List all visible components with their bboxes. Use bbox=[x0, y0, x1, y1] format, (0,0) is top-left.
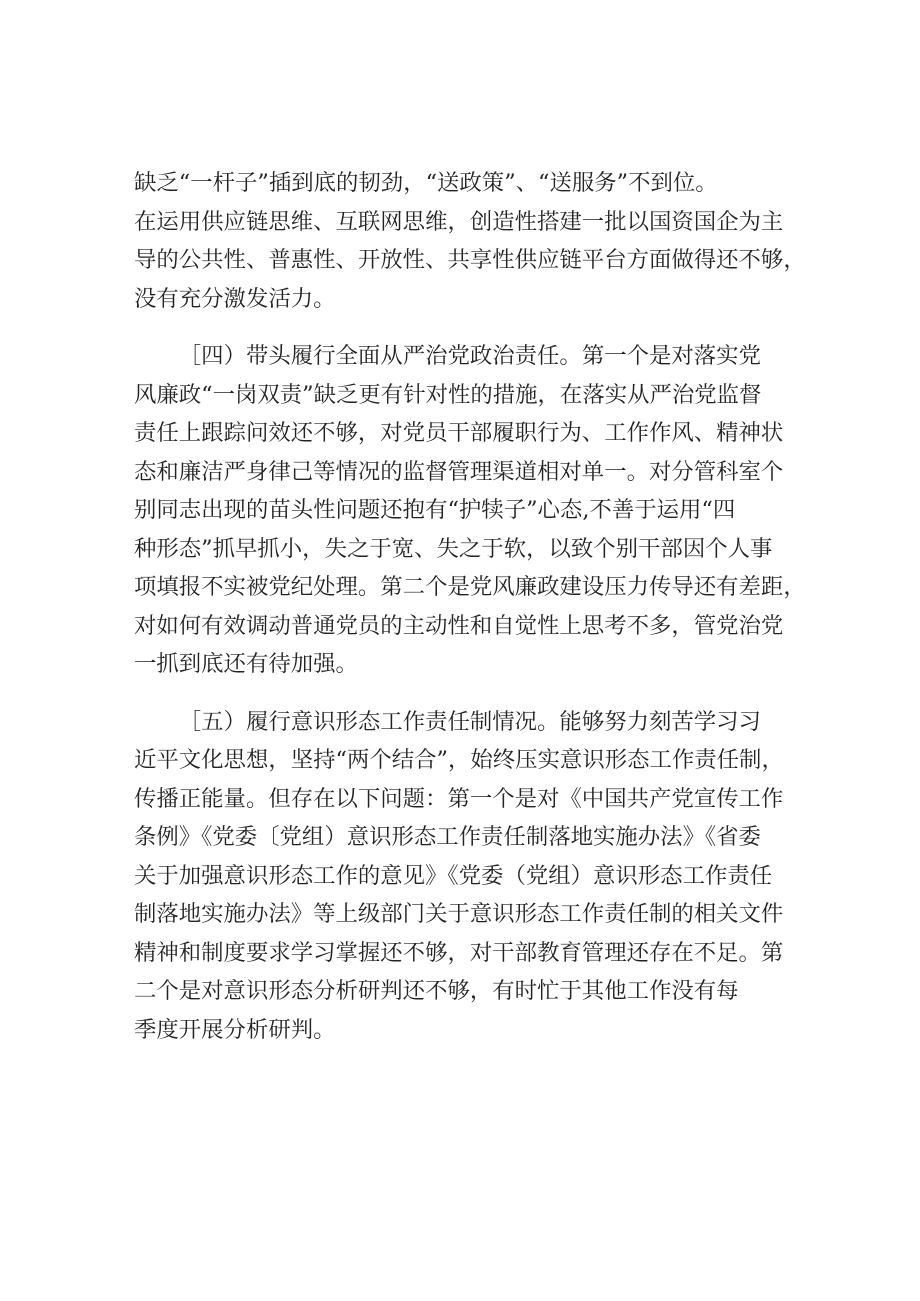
paragraph-spacer bbox=[134, 318, 806, 337]
text-line: 风廉政“一岗双责”缺乏更有针对性的措施，在落实从严治党监督 bbox=[134, 381, 762, 408]
paragraph-five bbox=[134, 703, 806, 1050]
text-line: 二个是对意识形态分析研判还不够，有时忙于其他工作没有每 bbox=[134, 978, 739, 1004]
text-line: 项填报不实被党纪处理。第二个是党风廉政建设压力传导还有差距， bbox=[134, 574, 806, 600]
text-line: 导的公共性、普惠性、开放性、共享性供应链平台方面做得还不够， bbox=[134, 247, 806, 273]
text-line: 责任上跟踪问效还不够，对党员干部履职行为、工作作风、精神状 bbox=[134, 420, 784, 446]
paragraph-heading-line: ［五）履行意识形态工作责任制情况。能够努力刻苦学习习 bbox=[178, 708, 761, 735]
text-line: 季度开展分析研判。 bbox=[134, 1016, 336, 1043]
text-line: 态和廉洁严身律己等情况的监督管理渠道相对单一。对分管科室个 bbox=[134, 458, 784, 485]
text-line: 传播正能量。但存在以下问题：第一个是对《中国共产党宣传工作 bbox=[134, 785, 784, 812]
text-line: 近平文化思想，坚持“两个结合”，始终压实意识形态工作责任制， bbox=[134, 747, 784, 773]
text-line: 制落地实施办法》等上级部门关于意识形态工作责任制的相关文件 bbox=[134, 901, 784, 927]
text-line: 对如何有效调动普通党员的主动性和自觉性上思考不多，管党治党 bbox=[134, 612, 784, 639]
text-line: 一抓到底还有待加强。 bbox=[134, 651, 358, 677]
text-line: 没有充分激发活力。 bbox=[134, 285, 336, 312]
paragraph-heading-line: ［四）带头履行全面从严治党政治责任。第一个是对落实党 bbox=[178, 343, 761, 369]
text-line: 关于加强意识形态工作的意见》《党委（党组）意识形态工作责任 bbox=[134, 862, 773, 889]
text-line: 缺乏“一杆子”插到底的韧劲，“送政策”、“送服务”不到位。 bbox=[134, 170, 718, 196]
text-line: 条例》《党委〔党组）意识形态工作责任制落地实施办法》《省委 bbox=[134, 824, 761, 850]
text-line: 种形态”抓早抓小，失之于宽、失之于软，以致个别干部因个人事 bbox=[134, 535, 773, 562]
text-line: 别同志出现的苗头性问题还抱有“护犊子”心态,不善于运用“四 bbox=[134, 497, 736, 523]
paragraph-continued bbox=[134, 164, 806, 318]
text-line: 在运用供应链思维、互联网思维，创造性搭建一批以国资国企为主 bbox=[134, 208, 784, 235]
text-line: 精神和制度要求学习掌握还不够，对干部教育管理还存在不足。第 bbox=[134, 939, 784, 966]
paragraph-spacer bbox=[134, 684, 806, 703]
document-body bbox=[134, 164, 806, 1049]
paragraph-four bbox=[134, 337, 806, 684]
